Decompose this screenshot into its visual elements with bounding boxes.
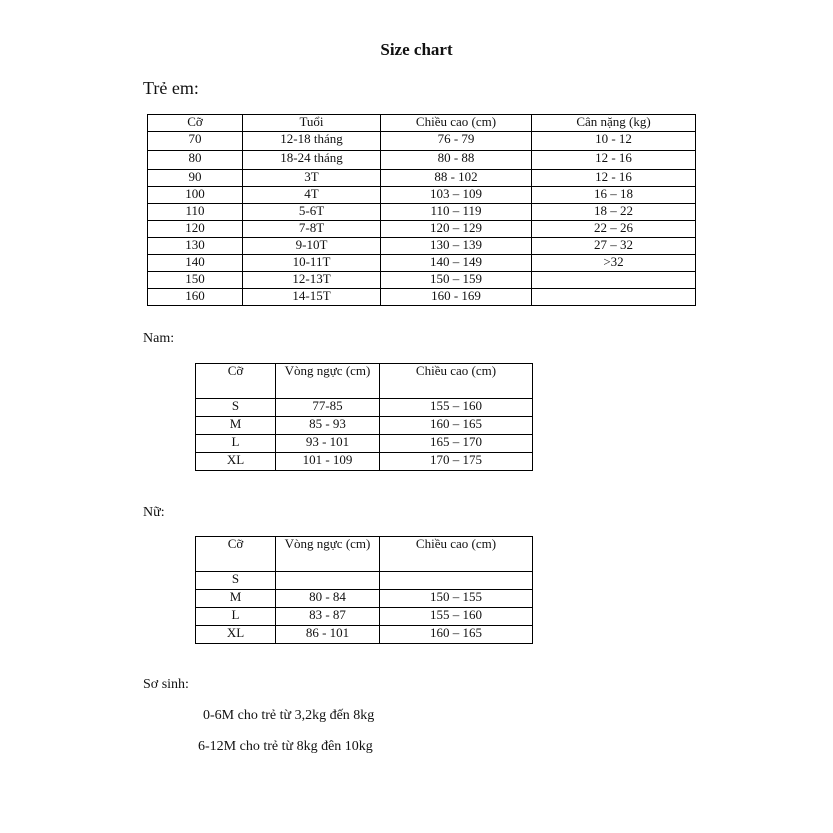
table-row	[196, 435, 533, 453]
table-row	[148, 204, 696, 221]
newborn-note: 0-6M cho trẻ từ 3,2kg đến 8kg	[203, 708, 375, 723]
table-row	[148, 151, 696, 170]
table-cell: >32	[532, 255, 696, 272]
table-header-row	[196, 364, 533, 399]
table-cell: 85 - 93	[276, 417, 380, 435]
table-row	[196, 626, 533, 644]
table-cell: 155 – 160	[380, 399, 533, 417]
table-cell: 140 – 149	[381, 255, 532, 272]
table-row	[148, 289, 696, 306]
table-cell: L	[196, 608, 276, 626]
table-cell: 110 – 119	[381, 204, 532, 221]
men-size-table	[195, 363, 533, 471]
table-row	[148, 255, 696, 272]
newborn-note: 6-12M cho trẻ từ 8kg đên 10kg	[198, 739, 373, 754]
header-cell: Vòng ngực (cm)	[276, 537, 380, 572]
table-cell: 110	[148, 204, 243, 221]
table-cell: 76 - 79	[381, 132, 532, 151]
table-cell: 160 - 169	[381, 289, 532, 306]
table-cell: 130	[148, 238, 243, 255]
table-cell: XL	[196, 453, 276, 471]
table-cell: 12 - 16	[532, 170, 696, 187]
table-cell: 150 – 159	[381, 272, 532, 289]
table-row	[148, 170, 696, 187]
table-cell: 150	[148, 272, 243, 289]
table-cell: 120 – 129	[381, 221, 532, 238]
page-title: Size chart	[380, 40, 453, 59]
table-cell: S	[196, 399, 276, 417]
table-cell: XL	[196, 626, 276, 644]
men-section-label: Nam:	[143, 331, 175, 346]
table-cell: 160	[148, 289, 243, 306]
table-row	[148, 238, 696, 255]
header-cell: Vòng ngực (cm)	[276, 364, 380, 399]
table-cell: 93 - 101	[276, 435, 380, 453]
table-cell: 7-8T	[243, 221, 381, 238]
table-row	[196, 417, 533, 435]
table-header-row	[148, 115, 696, 132]
table-cell	[532, 289, 696, 306]
table-cell: 170 – 175	[380, 453, 533, 471]
table-cell: 155 – 160	[380, 608, 533, 626]
header-cell: Chiều cao (cm)	[380, 364, 533, 399]
kids-section-label: Trẻ em:	[143, 78, 199, 98]
table-cell: 10-11T	[243, 255, 381, 272]
table-cell: S	[196, 572, 276, 590]
table-cell: 120	[148, 221, 243, 238]
table-cell: 160 – 165	[380, 626, 533, 644]
table-cell: 9-10T	[243, 238, 381, 255]
table-cell: 16 – 18	[532, 187, 696, 204]
table-cell: 88 - 102	[381, 170, 532, 187]
table-header-row	[196, 537, 533, 572]
table-row	[196, 399, 533, 417]
table-cell: 80 - 84	[276, 590, 380, 608]
women-section-label: Nữ:	[143, 505, 165, 520]
table-row	[196, 572, 533, 590]
table-cell: 27 – 32	[532, 238, 696, 255]
table-cell: 3T	[243, 170, 381, 187]
table-row	[148, 272, 696, 289]
header-cell: Cân nặng (kg)	[532, 115, 696, 132]
table-cell: 12 - 16	[532, 151, 696, 170]
table-cell	[380, 572, 533, 590]
header-cell: Chiều cao (cm)	[381, 115, 532, 132]
table-cell: 5-6T	[243, 204, 381, 221]
women-size-table	[195, 536, 533, 644]
table-cell: 80 - 88	[381, 151, 532, 170]
table-row	[196, 608, 533, 626]
table-row	[196, 590, 533, 608]
table-cell: 100	[148, 187, 243, 204]
header-cell: Cỡ	[196, 537, 276, 572]
table-cell: 160 – 165	[380, 417, 533, 435]
table-cell	[532, 272, 696, 289]
table-row	[148, 221, 696, 238]
table-cell: 90	[148, 170, 243, 187]
table-row	[148, 132, 696, 151]
table-cell	[276, 572, 380, 590]
table-cell: 86 - 101	[276, 626, 380, 644]
table-cell: 22 – 26	[532, 221, 696, 238]
table-cell: M	[196, 417, 276, 435]
table-cell: 165 – 170	[380, 435, 533, 453]
newborn-section-label: Sơ sinh:	[143, 677, 189, 692]
header-cell: Chiều cao (cm)	[380, 537, 533, 572]
table-cell: 103 – 109	[381, 187, 532, 204]
table-cell: 14-15T	[243, 289, 381, 306]
header-cell: Tuổi	[243, 115, 381, 132]
table-cell: 18-24 tháng	[243, 151, 381, 170]
table-cell: 12-13T	[243, 272, 381, 289]
table-cell: 150 – 155	[380, 590, 533, 608]
table-cell: 83 - 87	[276, 608, 380, 626]
table-cell: 4T	[243, 187, 381, 204]
table-cell: 10 - 12	[532, 132, 696, 151]
table-cell: L	[196, 435, 276, 453]
table-cell: 18 – 22	[532, 204, 696, 221]
table-cell: 70	[148, 132, 243, 151]
table-cell: 130 – 139	[381, 238, 532, 255]
table-cell: 140	[148, 255, 243, 272]
table-row	[196, 453, 533, 471]
header-cell: Cỡ	[148, 115, 243, 132]
table-cell: 80	[148, 151, 243, 170]
table-cell: 12-18 tháng	[243, 132, 381, 151]
table-cell: 77-85	[276, 399, 380, 417]
table-cell: M	[196, 590, 276, 608]
header-cell: Cỡ	[196, 364, 276, 399]
table-row	[148, 187, 696, 204]
kids-size-table	[147, 114, 696, 306]
table-cell: 101 - 109	[276, 453, 380, 471]
